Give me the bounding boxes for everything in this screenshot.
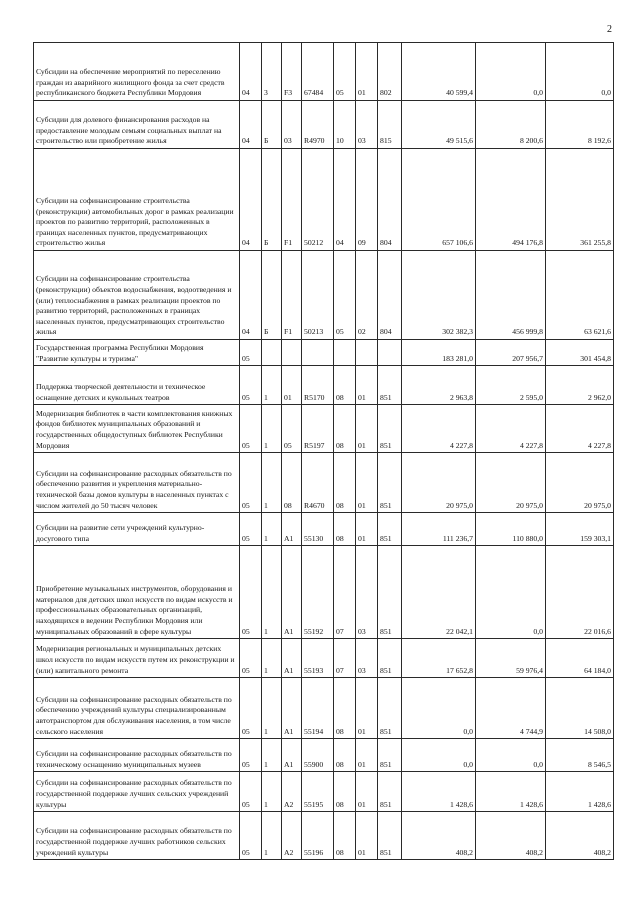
code-direction: 50213 <box>302 251 334 340</box>
code-subprogram: 1 <box>262 772 282 812</box>
code-event: 03 <box>282 101 302 149</box>
value-year-2: 59 976,4 <box>476 639 546 678</box>
code-event: 05 <box>282 405 302 453</box>
value-year-3: 20 975,0 <box>546 453 614 513</box>
row-name: Субсидии на софинансирование расходных обязательств по техническому оснащению муниципальных музеев <box>34 739 240 772</box>
code-direction: R4670 <box>302 453 334 513</box>
code-subsection: 01 <box>356 739 378 772</box>
code-subsection: 01 <box>356 366 378 405</box>
code-event: A1 <box>282 546 302 639</box>
table-row <box>34 678 614 739</box>
value-year-1: 657 106,6 <box>402 149 476 251</box>
code-subprogram: Б <box>262 251 282 340</box>
budget-table <box>33 42 614 860</box>
value-year-3: 63 621,6 <box>546 251 614 340</box>
table-row <box>34 366 614 405</box>
code-section: 08 <box>334 772 356 812</box>
value-year-2: 110 880,0 <box>476 513 546 546</box>
value-year-1: 49 515,6 <box>402 101 476 149</box>
code-event: F1 <box>282 251 302 340</box>
code-subprogram: 1 <box>262 546 282 639</box>
code-program: 05 <box>240 366 262 405</box>
code-subsection: 01 <box>356 43 378 101</box>
code-subprogram: 1 <box>262 678 282 739</box>
code-event: A2 <box>282 812 302 860</box>
table-row <box>34 812 614 860</box>
value-year-3: 64 184,0 <box>546 639 614 678</box>
table-row <box>34 513 614 546</box>
table-row <box>34 739 614 772</box>
value-year-1: 111 236,7 <box>402 513 476 546</box>
value-year-2: 1 428,6 <box>476 772 546 812</box>
code-section: 08 <box>334 678 356 739</box>
code-vr: 851 <box>378 546 402 639</box>
row-name: Субсидии на софинансирование расходных обязательств по обеспечению учреждений культуры специализированным автотранспортом для обслуживания населения, в том числе сельского населения <box>34 678 240 739</box>
value-year-2: 2 595,0 <box>476 366 546 405</box>
code-subsection: 09 <box>356 149 378 251</box>
code-subprogram: 1 <box>262 405 282 453</box>
table-row <box>34 639 614 678</box>
value-year-3: 1 428,6 <box>546 772 614 812</box>
code-vr: 851 <box>378 453 402 513</box>
code-event: A1 <box>282 513 302 546</box>
value-year-2: 408,2 <box>476 812 546 860</box>
code-section: 07 <box>334 546 356 639</box>
row-name: Субсидии на софинансирование расходных обязательств по государственной поддержке лучших работников сельских учреждений культуры <box>34 812 240 860</box>
code-subsection: 01 <box>356 812 378 860</box>
value-year-2: 4 227,8 <box>476 405 546 453</box>
value-year-3: 22 016,6 <box>546 546 614 639</box>
code-subsection: 03 <box>356 546 378 639</box>
value-year-2: 8 200,6 <box>476 101 546 149</box>
code-subsection <box>356 340 378 366</box>
row-name: Субсидии на софинансирование строительства (реконструкции) автомобильных дорог в рамках реализации проектов по развитию территорий, расположенных в границах населенных пунктов, предусматривающих строительство жилья <box>34 149 240 251</box>
value-year-3: 408,2 <box>546 812 614 860</box>
code-subsection: 01 <box>356 405 378 453</box>
code-direction: 55194 <box>302 678 334 739</box>
code-program: 05 <box>240 546 262 639</box>
value-year-1: 302 382,3 <box>402 251 476 340</box>
code-subprogram <box>262 340 282 366</box>
code-event <box>282 340 302 366</box>
code-section: 08 <box>334 812 356 860</box>
code-direction: R5170 <box>302 366 334 405</box>
code-vr: 815 <box>378 101 402 149</box>
table-row <box>34 251 614 340</box>
value-year-2: 0,0 <box>476 546 546 639</box>
code-subprogram: 1 <box>262 513 282 546</box>
value-year-2: 20 975,0 <box>476 453 546 513</box>
value-year-1: 40 599,4 <box>402 43 476 101</box>
code-subsection: 01 <box>356 678 378 739</box>
code-section: 04 <box>334 149 356 251</box>
row-name: Модернизация библиотек в части комплектования книжных фондов библиотек муниципальных образований и государственных общедоступных библиотек Республики Мордовия <box>34 405 240 453</box>
value-year-1: 17 652,8 <box>402 639 476 678</box>
value-year-1: 1 428,6 <box>402 772 476 812</box>
row-name: Модернизация региональных и муниципальных детских школ искусств по видам искусств путем их реконструкции и (или) капитального ремонта <box>34 639 240 678</box>
row-name: Субсидии для долевого финансирования расходов на предоставление молодым семьям социальных выплат на строительство или приобретение жилья <box>34 101 240 149</box>
code-program: 05 <box>240 405 262 453</box>
code-section: 08 <box>334 513 356 546</box>
value-year-3: 301 454,8 <box>546 340 614 366</box>
code-subprogram: 1 <box>262 453 282 513</box>
value-year-3: 0,0 <box>546 43 614 101</box>
code-direction: 55192 <box>302 546 334 639</box>
code-direction: 55193 <box>302 639 334 678</box>
value-year-3: 4 227,8 <box>546 405 614 453</box>
code-subprogram: 1 <box>262 812 282 860</box>
row-name: Субсидии на софинансирование расходных обязательств по обеспечению развития и укрепления материально-технической базы домов культуры в населенных пунктах с числом жителей до 50 тысяч человек <box>34 453 240 513</box>
code-section: 08 <box>334 405 356 453</box>
code-program: 05 <box>240 739 262 772</box>
code-program: 05 <box>240 772 262 812</box>
code-program: 05 <box>240 513 262 546</box>
value-year-3: 2 962,0 <box>546 366 614 405</box>
value-year-2: 456 999,8 <box>476 251 546 340</box>
value-year-2: 0,0 <box>476 739 546 772</box>
value-year-1: 0,0 <box>402 739 476 772</box>
code-event: 08 <box>282 453 302 513</box>
code-direction: 55900 <box>302 739 334 772</box>
code-subprogram: 3 <box>262 43 282 101</box>
code-program: 05 <box>240 340 262 366</box>
code-vr: 851 <box>378 739 402 772</box>
value-year-2: 4 744,9 <box>476 678 546 739</box>
code-subprogram: 1 <box>262 366 282 405</box>
code-section: 05 <box>334 43 356 101</box>
code-vr <box>378 340 402 366</box>
code-event: 01 <box>282 366 302 405</box>
code-program: 04 <box>240 101 262 149</box>
code-section: 08 <box>334 366 356 405</box>
code-vr: 851 <box>378 772 402 812</box>
value-year-3: 8 546,5 <box>546 739 614 772</box>
row-name: Поддержка творческой деятельности и техническое оснащение детских и кукольных театров <box>34 366 240 405</box>
code-direction: 55196 <box>302 812 334 860</box>
row-name: Субсидии на софинансирование строительства (реконструкции) объектов водоснабжения, водоотведения и (или) теплоснабжения в рамках реализации проектов по развитию территорий, расположенных в границах населенных пунктов, предусматривающих строительство жилья <box>34 251 240 340</box>
code-vr: 851 <box>378 639 402 678</box>
code-direction: R4970 <box>302 101 334 149</box>
table-body <box>34 43 614 860</box>
value-year-2: 494 176,8 <box>476 149 546 251</box>
code-program: 05 <box>240 453 262 513</box>
table-row <box>34 149 614 251</box>
value-year-2: 0,0 <box>476 43 546 101</box>
code-section: 05 <box>334 251 356 340</box>
code-section: 08 <box>334 739 356 772</box>
code-direction: 67484 <box>302 43 334 101</box>
code-subsection: 01 <box>356 772 378 812</box>
code-section: 08 <box>334 453 356 513</box>
code-vr: 851 <box>378 513 402 546</box>
code-subsection: 01 <box>356 453 378 513</box>
code-vr: 804 <box>378 149 402 251</box>
code-program: 05 <box>240 639 262 678</box>
code-event: A1 <box>282 639 302 678</box>
value-year-3: 159 303,1 <box>546 513 614 546</box>
code-direction: 55130 <box>302 513 334 546</box>
row-name: Субсидии на развитие сети учреждений культурно-досугового типа <box>34 513 240 546</box>
code-vr: 802 <box>378 43 402 101</box>
table-row <box>34 405 614 453</box>
row-name: Субсидии на софинансирование расходных обязательств по государственной поддержке лучших сельских учреждений культуры <box>34 772 240 812</box>
code-vr: 804 <box>378 251 402 340</box>
code-direction: 50212 <box>302 149 334 251</box>
table-row <box>34 340 614 366</box>
code-direction: 55195 <box>302 772 334 812</box>
code-event: A1 <box>282 739 302 772</box>
table-row <box>34 43 614 101</box>
code-event: F3 <box>282 43 302 101</box>
code-program: 04 <box>240 251 262 340</box>
code-subprogram: 1 <box>262 639 282 678</box>
code-section: 10 <box>334 101 356 149</box>
code-vr: 851 <box>378 812 402 860</box>
value-year-1: 22 042,1 <box>402 546 476 639</box>
value-year-3: 361 255,8 <box>546 149 614 251</box>
code-subsection: 02 <box>356 251 378 340</box>
code-subsection: 03 <box>356 101 378 149</box>
code-subsection: 03 <box>356 639 378 678</box>
row-name: Приобретение музыкальных инструментов, оборудования и материалов для детских школ искусств по видам искусств и профессиональных образовательных организаций, находящихся в ведении Республики Мордовия или муниципальных образований в сфере культуры <box>34 546 240 639</box>
value-year-3: 14 508,0 <box>546 678 614 739</box>
code-direction <box>302 340 334 366</box>
table-row <box>34 101 614 149</box>
code-event: A2 <box>282 772 302 812</box>
code-section <box>334 340 356 366</box>
code-subprogram: Б <box>262 149 282 251</box>
code-vr: 851 <box>378 366 402 405</box>
table-row <box>34 546 614 639</box>
page-number: 2 <box>607 24 612 35</box>
code-vr: 851 <box>378 678 402 739</box>
value-year-1: 20 975,0 <box>402 453 476 513</box>
row-name: Субсидии на обеспечение мероприятий по переселению граждан из аварийного жилищного фонда за счет средств республиканского бюджета Республики Мордовия <box>34 43 240 101</box>
value-year-1: 0,0 <box>402 678 476 739</box>
code-event: A1 <box>282 678 302 739</box>
value-year-2: 207 956,7 <box>476 340 546 366</box>
value-year-1: 183 281,0 <box>402 340 476 366</box>
value-year-1: 2 963,8 <box>402 366 476 405</box>
value-year-3: 8 192,6 <box>546 101 614 149</box>
table-row <box>34 772 614 812</box>
code-vr: 851 <box>378 405 402 453</box>
code-program: 05 <box>240 812 262 860</box>
code-program: 05 <box>240 678 262 739</box>
code-subsection: 01 <box>356 513 378 546</box>
code-program: 04 <box>240 43 262 101</box>
code-section: 07 <box>334 639 356 678</box>
code-event: F1 <box>282 149 302 251</box>
value-year-1: 408,2 <box>402 812 476 860</box>
code-subprogram: Б <box>262 101 282 149</box>
code-subprogram: 1 <box>262 739 282 772</box>
code-program: 04 <box>240 149 262 251</box>
code-direction: R5197 <box>302 405 334 453</box>
table-row <box>34 453 614 513</box>
value-year-1: 4 227,8 <box>402 405 476 453</box>
row-name: Государственная программа Республики Мордовия "Развитие культуры и туризма" <box>34 340 240 366</box>
